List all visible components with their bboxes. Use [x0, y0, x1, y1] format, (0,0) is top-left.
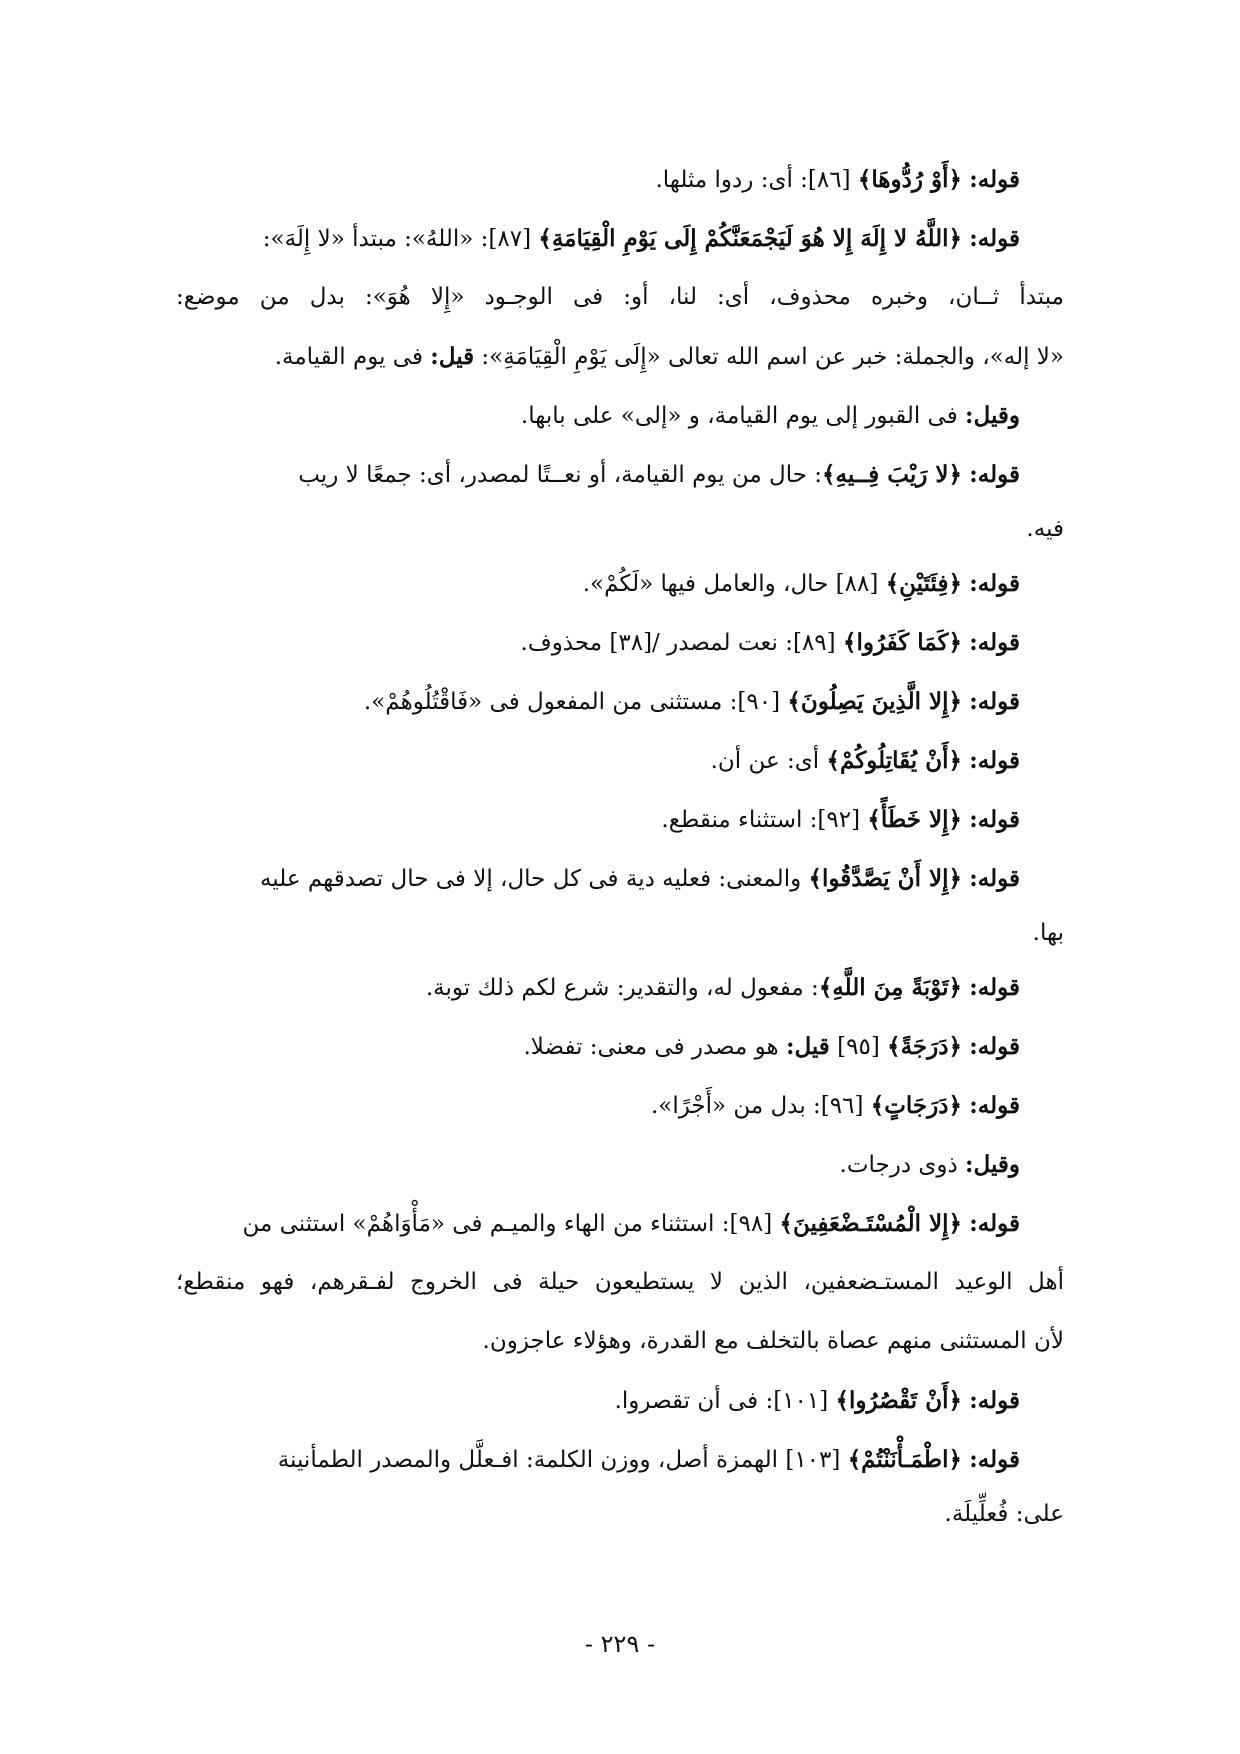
quran-quote: ﴿إِلا خَطَأً﴾: [867, 806, 962, 833]
quran-quote: ﴿اللَّهُ لا إِلَهَ إِلا هُوَ لَيَجْمَعَنَّكُمْ إِلَى يَوْمِ الْقِيَامَةِ﴾: [538, 225, 962, 252]
entry-label: وقيل:: [965, 402, 1020, 429]
quran-quote: ﴿تَوْبَةً مِنَ اللَّهِ﴾: [818, 974, 962, 1001]
entry-text: لأن المستثنى منهم عصاة بالتخلف مع القدرة، وهؤلاء عاجزون.: [482, 1328, 1064, 1354]
page-number: - ٢٢٩ -: [584, 1630, 656, 1658]
quran-quote: ﴿إِلا أَنْ يَصَّدَّقُوا﴾: [808, 865, 962, 892]
entry-line: [176, 849, 1064, 908]
quran-quote: ﴿دَرَجَةً﴾: [887, 1033, 962, 1060]
quran-quote: ﴿إِلا الْمُسْتَـضْعَفِينَ﴾: [779, 1210, 962, 1237]
entry-text: : مفعول له، والتقدير: شرع لكم ذلك توبة.: [425, 975, 819, 1001]
entry-line: [176, 731, 1064, 790]
entry-label: قوله:: [969, 688, 1020, 715]
continuation-line: [176, 504, 1064, 554]
entry-text: والمعنى: فعليه دية فى كل حال، إلا فى حال تصدقهم عليه: [259, 866, 809, 892]
continuation-line: [176, 1312, 1064, 1371]
entry-text: فى القبور إلى يوم القيامة، و «إلى» على بابها.: [520, 403, 966, 429]
entry-text: [١٠٣] الهمزة أصل، ووزن الكلمة: افـعلَّل والمصدر الطمأنينة: [277, 1447, 848, 1473]
quran-quote: ﴿أَنْ يُقَاتِلُوكُمْ﴾: [826, 747, 962, 774]
entry-line: [176, 958, 1064, 1017]
entry-line: [176, 445, 1064, 504]
page-body: [176, 150, 1064, 1539]
entry-text: [٩٨]: استثناء من الهاء والميـم فى «مَأْوَاهُمْ» استثنى من: [242, 1211, 780, 1237]
entry-label: قوله:: [969, 166, 1020, 193]
entry-line: [176, 672, 1064, 731]
quran-quote: ﴿إِلا الَّذِينَ يَصِلُونَ﴾: [787, 688, 962, 715]
entry-text: ذوى درجات.: [839, 1152, 966, 1178]
entry-text: [١٠١]: فى أن تقصروا.: [614, 1388, 836, 1414]
entry-label: قوله:: [969, 1210, 1020, 1237]
entry-text: هو مصدر فى معنى: تفضلا.: [523, 1034, 786, 1060]
entry-label: قوله:: [969, 747, 1020, 774]
entry-text: [٩٦]: بدل من «أَجْرًا».: [650, 1093, 871, 1119]
entry-label: قوله:: [969, 1033, 1020, 1060]
entry-label: قيل:: [430, 343, 475, 370]
entry-label: قوله:: [969, 865, 1020, 892]
entry-line: [176, 150, 1064, 209]
entry-text: على: فُعلِّيلَة.: [944, 1501, 1064, 1527]
entry-label: وقيل:: [965, 1151, 1020, 1178]
quran-quote: ﴿أَوْ رُدُّوهَا﴾: [857, 166, 962, 193]
entry-label: قيل:: [785, 1033, 830, 1060]
entry-line: [176, 613, 1064, 672]
entry-label: قوله:: [969, 1446, 1020, 1473]
continuation-line: [176, 1489, 1064, 1539]
entry-label: قوله:: [969, 1092, 1020, 1119]
quran-quote: ﴿كَمَا كَفَرُوا﴾: [842, 629, 962, 656]
entry-text: أى: عن أن.: [710, 748, 827, 774]
entry-text: مبتدأ ثــان، وخبره محذوف، أى: لنا، أو: فى الوجـود «إِلا هُوَ»: بدل من موضع:: [176, 284, 1064, 310]
entry-text: «لا إله»، والجملة: خبر عن اسم الله تعالى «إِلَى يَوْمِ الْقِيَامَةِ»:: [474, 344, 1064, 370]
quran-quote: ﴿لا رَيْبَ فِــيهِ﴾: [822, 461, 962, 488]
continuation-line: [176, 268, 1064, 327]
entry-line: [176, 1430, 1064, 1489]
continuation-line: [176, 327, 1064, 386]
entry-line: [176, 209, 1064, 268]
entry-text: أهل الوعيد المستـضعفين، الذين لا يستطيعون حيلة فى الخروج لفـقرهم، فهو منقطع؛: [176, 1269, 1064, 1295]
quran-quote: ﴿أَنْ تَقْصُرُوا﴾: [835, 1387, 962, 1414]
entry-line: [176, 554, 1064, 613]
entry-line: [176, 1371, 1064, 1430]
entry-line: [176, 1135, 1064, 1194]
entry-text: [٨٩]: نعت لمصدر /[٣٨] محذوف.: [520, 630, 843, 656]
entry-text: [٨٧]: «اللهُ»: مبتدأ «لا إِلَهَ»:: [262, 226, 539, 252]
entry-label: قوله:: [969, 1387, 1020, 1414]
quran-quote: ﴿اطْمَـأْنَنْتُمْ﴾: [847, 1446, 962, 1473]
entry-text: [٨٨] حال، والعامل فيها «لَكُمْ».: [582, 571, 886, 597]
entry-text: [٩٢]: استثناء منقطع.: [661, 807, 868, 833]
entry-text: [٩٠]: مستثنى من المفعول فى «فَاقْتُلُوهُمْ».: [363, 689, 788, 715]
entry-line: [176, 1017, 1064, 1076]
entry-text: : حال من يوم القيامة، أو نعــتًا لمصدر، أى: جمعًا لا ريب: [298, 462, 823, 488]
entry-line: [176, 790, 1064, 849]
quran-quote: ﴿دَرَجَاتٍ﴾: [870, 1092, 962, 1119]
entry-text: فى يوم القيامة.: [274, 344, 431, 370]
entry-label: قوله:: [969, 570, 1020, 597]
continuation-line: [176, 1253, 1064, 1312]
entry-line: [176, 386, 1064, 445]
quran-quote: ﴿فِئَتَيْنِ﴾: [885, 570, 962, 597]
entry-label: قوله:: [969, 629, 1020, 656]
entry-text: [٩٥]: [829, 1034, 888, 1060]
entry-label: قوله:: [969, 461, 1020, 488]
entry-text: بها.: [1032, 920, 1064, 946]
entry-text: فيه.: [1026, 516, 1064, 542]
entry-label: قوله:: [969, 225, 1020, 252]
entry-text: [٨٦]: أى: ردوا مثلها.: [655, 167, 858, 193]
entry-line: [176, 1076, 1064, 1135]
entry-label: قوله:: [969, 974, 1020, 1001]
continuation-line: [176, 908, 1064, 958]
entry-label: قوله:: [969, 806, 1020, 833]
entry-line: [176, 1194, 1064, 1253]
